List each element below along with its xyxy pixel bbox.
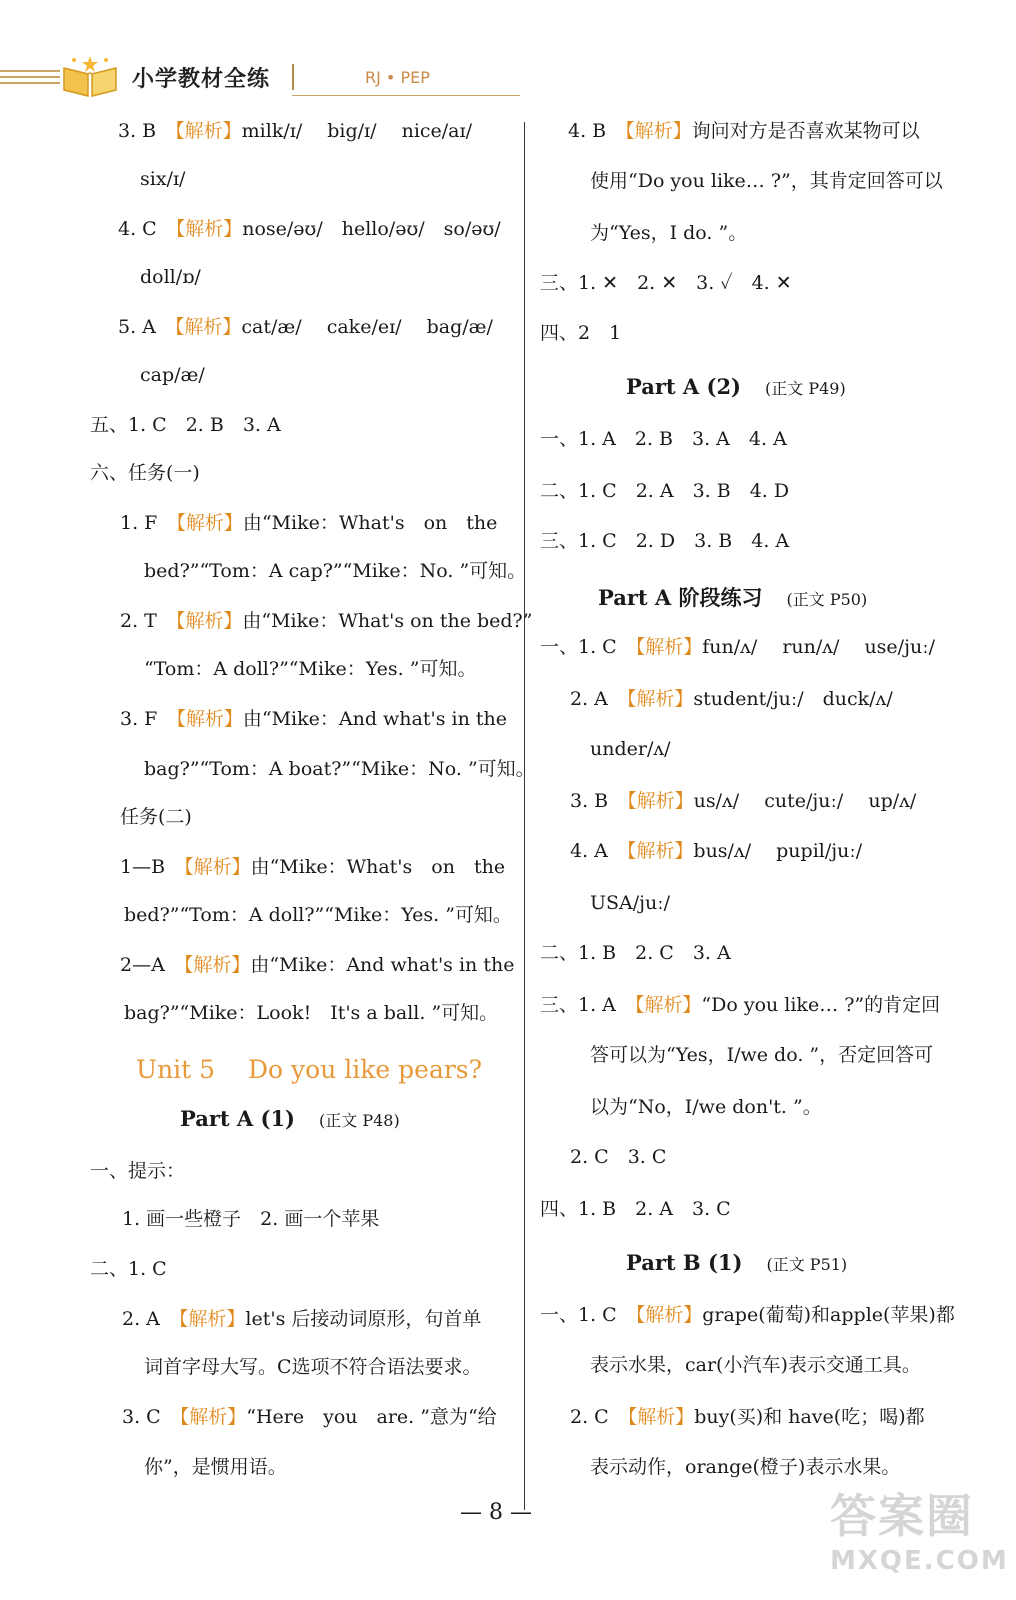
page-reference: (正文 P49)	[765, 379, 846, 398]
answer-line: 以为“No，I/we don't. ”。	[590, 1096, 822, 1118]
answer-line: 为“Yes，I do. ”。	[590, 222, 748, 244]
section-title-part-a2	[626, 374, 846, 399]
header-rule	[0, 82, 60, 84]
answer-line: 1. 画一些橙子 2. 画一个苹果	[122, 1208, 380, 1230]
watermark	[830, 1480, 1009, 1590]
answer-line: cap/æ/	[140, 364, 205, 386]
page-reference: (正文 P51)	[766, 1255, 848, 1274]
page-reference: (正文 P50)	[786, 590, 868, 609]
answer-line: bag?”“Tom：A boat?”“Mike：No. ”可知。	[144, 758, 535, 780]
answer-line: 表示水果，car(小汽车)表示交通工具。	[590, 1354, 921, 1376]
answer-line: USA/juː/	[590, 892, 671, 914]
answer-line: 1. F 【解析】由“Mike：What's on the	[120, 512, 498, 534]
section-title-text: Part B (1)	[626, 1250, 743, 1275]
answer-line: 使用“Do you like… ?”，其肯定回答可以	[590, 170, 943, 192]
answer-line: 五、1. C 2. B 3. A	[90, 414, 281, 436]
section-title-text: Part A (1)	[180, 1106, 295, 1131]
edition-label: RJ • PEP	[365, 68, 430, 87]
answer-line: doll/ɒ/	[140, 266, 201, 288]
answer-line: 2. C 3. C	[570, 1146, 667, 1168]
column-divider	[524, 122, 525, 1510]
answer-line: 你”，是惯用语。	[144, 1456, 287, 1478]
answer-line: 四、1. B 2. A 3. C	[540, 1198, 731, 1220]
answer-line: 二、1. C 2. A 3. B 4. D	[540, 480, 790, 502]
answer-line: 表示动作，orange(橙子)表示水果。	[590, 1456, 901, 1478]
answer-line: six/ɪ/	[140, 168, 186, 190]
answer-line: 3. B 【解析】milk/ɪ/ big/ɪ/ nice/aɪ/	[118, 120, 472, 142]
answer-line: 一、1. C 【解析】grape(葡萄)和apple(苹果)都	[540, 1304, 955, 1326]
answer-line: 1—B 【解析】由“Mike：What's on the	[120, 856, 506, 878]
unit-title: Unit 5 Do you like pears?	[136, 1055, 483, 1084]
header-rule	[0, 70, 60, 72]
header-rule	[292, 95, 520, 96]
answer-line: 六、任务(一)	[90, 462, 200, 484]
answer-line: 2. A 【解析】student/juː/ duck/ʌ/	[570, 688, 893, 710]
answer-line: 二、1. B 2. C 3. A	[540, 942, 731, 964]
page-number: — 8 —	[460, 1500, 532, 1525]
answer-line: bed?”“Tom：A cap?”“Mike：No. ”可知。	[144, 560, 527, 582]
answer-line: 四、2 1	[540, 322, 622, 344]
answer-line: 4. B 【解析】询问对方是否喜欢某物可以	[568, 120, 920, 142]
section-title-part-a-stage	[598, 582, 867, 612]
answer-line: 3. F 【解析】由“Mike：And what's in the	[120, 708, 507, 730]
answer-line: 一、1. C 【解析】fun/ʌ/ run/ʌ/ use/juː/	[540, 636, 936, 658]
answer-line: 一、1. A 2. B 3. A 4. A	[540, 428, 787, 450]
brand-title: 小学教材全练	[132, 67, 271, 92]
answer-line: 2. T 【解析】由“Mike：What's on the bed?”	[120, 610, 533, 632]
answer-line: 任务(二)	[120, 806, 192, 828]
answer-line: 三、1. C 2. D 3. B 4. A	[540, 530, 790, 552]
page-header	[0, 40, 540, 110]
answer-line: 2. C 【解析】buy(买)和 have(吃；喝)都	[570, 1406, 925, 1428]
answer-line: 答可以为“Yes，I/we do. ”，否定回答可	[590, 1044, 934, 1066]
answer-line: bag?”“Mike：Look! It's a ball. ”可知。	[124, 1002, 499, 1024]
answer-line: 4. C 【解析】nose/əʊ/ hello/əʊ/ so/əʊ/	[118, 218, 501, 240]
section-title-text: Part A (2)	[626, 374, 741, 399]
section-title-part-b1	[626, 1250, 847, 1275]
book-logo-icon	[60, 52, 120, 98]
answer-line: 3. C 【解析】“Here you are. ”意为“给	[122, 1406, 497, 1428]
answer-line: 一、提示：	[90, 1160, 186, 1182]
answer-line: “Tom：A doll?”“Mike：Yes. ”可知。	[144, 658, 477, 680]
page-reference: (正文 P48)	[319, 1111, 400, 1130]
answer-line: 词首字母大写。C选项不符合语法要求。	[144, 1356, 482, 1378]
answer-line: 2—A 【解析】由“Mike：And what's in the	[120, 954, 515, 976]
watermark-url: MXQE.COM	[830, 1546, 1009, 1576]
header-rule	[0, 76, 60, 78]
section-title-part-a1	[180, 1106, 400, 1131]
section-title-text: Part A 阶段练习	[598, 585, 763, 610]
header-separator	[292, 64, 294, 90]
answer-line: bed?”“Tom：A doll?”“Mike：Yes. ”可知。	[124, 904, 512, 926]
answer-line: 4. A 【解析】bus/ʌ/ pupil/juː/	[570, 840, 863, 862]
answer-line: 三、1. ✕ 2. ✕ 3. ✓ 4. ✕	[540, 272, 792, 294]
answer-line: 三、1. A 【解析】“Do you like… ?”的肯定回	[540, 994, 941, 1016]
answer-line: 二、1. C	[90, 1258, 167, 1280]
answer-line: 2. A 【解析】let's 后接动词原形，句首单	[122, 1308, 482, 1330]
answer-line: 3. B 【解析】us/ʌ/ cute/juː/ up/ʌ/	[570, 790, 917, 812]
watermark-text: 答案圈	[830, 1489, 974, 1543]
answer-line: under/ʌ/	[590, 738, 671, 760]
answer-line: 5. A 【解析】cat/æ/ cake/eɪ/ bag/æ/	[118, 316, 493, 338]
